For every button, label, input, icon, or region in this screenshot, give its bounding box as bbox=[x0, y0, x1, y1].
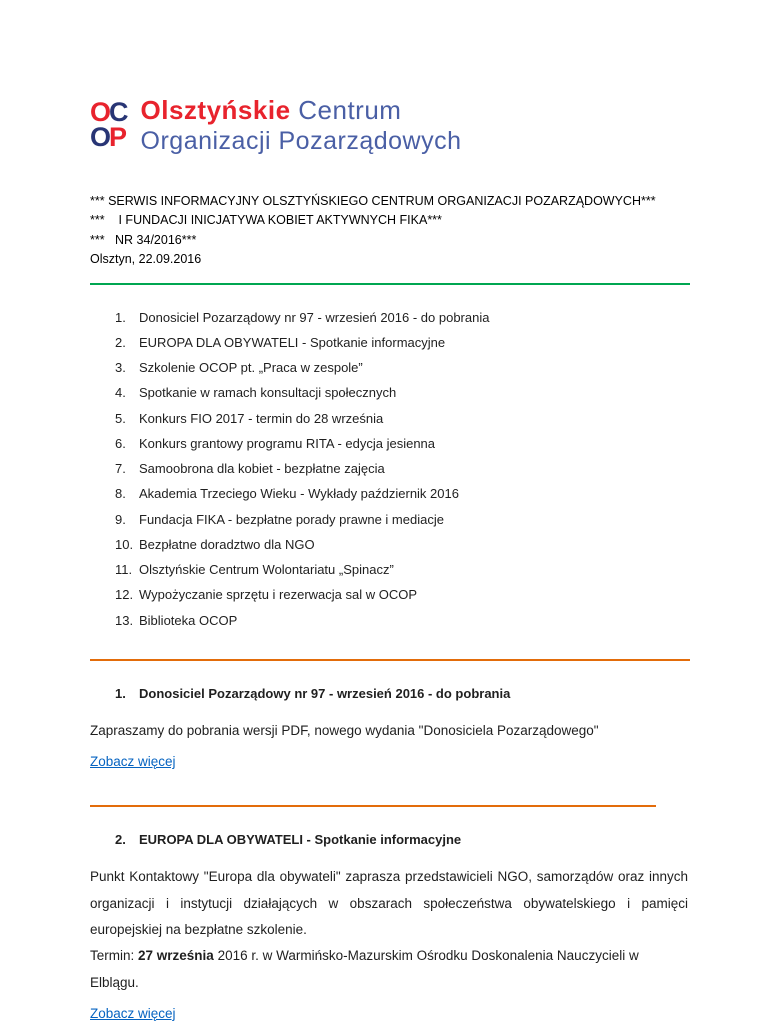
toc-item: 9. Fundacja FIKA - bezpłatne porady prawne i mediacje bbox=[115, 511, 444, 527]
logo-text bbox=[141, 93, 462, 156]
toc-item: 4. Spotkanie w ramach konsultacji społecznych bbox=[115, 385, 397, 401]
zobacz-wiecej-link-1[interactable]: Zobacz więcej bbox=[90, 754, 176, 770]
logo-letter: O bbox=[90, 96, 110, 127]
toc-item: 8. Akademia Trzeciego Wieku - Wykłady październik 2016 bbox=[115, 486, 459, 502]
section-2-heading: 2. EUROPA DLA OBYWATELI - Spotkanie informacyjne bbox=[115, 832, 462, 848]
toc-item: 7. Samoobrona dla kobiet - bezpłatne zajęcia bbox=[115, 461, 385, 476]
section-1-body: Zapraszamy do pobrania wersji PDF, nowego wydania "Donosiciela Pozarządowego" bbox=[90, 722, 599, 738]
logo-title-word2: Centrum bbox=[298, 95, 402, 125]
toc-item: 1. Donosiciel Pozarządowy nr 97 - wrzesień 2016 - do pobrania bbox=[115, 309, 490, 325]
header-line-1: *** SERWIS INFORMACYJNY OLSZTYŃSKIEGO CENTRUM ORGANIZACJI POZARZĄDOWYCH*** bbox=[90, 194, 656, 208]
newsletter-header bbox=[90, 192, 688, 270]
header-line-4: Olsztyn, 22.09.2016 bbox=[90, 252, 202, 267]
table-of-contents bbox=[90, 310, 688, 629]
logo bbox=[90, 93, 688, 156]
toc-item: 5. Konkurs FIO 2017 - termin do 28 września bbox=[115, 410, 384, 426]
logo-title-word1: Olsztyńskie bbox=[140, 95, 291, 125]
toc-item: 11. Olsztyńskie Centrum Wolontariatu „Spinacz” bbox=[115, 562, 394, 577]
separator-orange bbox=[90, 805, 656, 807]
logo-letter: P bbox=[109, 121, 126, 152]
section-2-termin-line: Termin: 27 września 2016 r. w Warmińsko-Mazurskim Ośrodku Doskonalenia Nauczycieli w Elblągu. bbox=[90, 948, 639, 990]
ocop-logo-icon bbox=[90, 96, 127, 152]
toc-item: 12. Wypożyczanie sprzętu i rezerwacja sal w OCOP bbox=[115, 587, 418, 603]
separator-orange bbox=[90, 659, 690, 661]
header-line-3: *** NR 34/2016*** bbox=[90, 232, 197, 247]
separator-green bbox=[90, 283, 690, 285]
toc-item: 10. Bezpłatne doradztwo dla NGO bbox=[115, 536, 315, 552]
logo-letter: C bbox=[109, 96, 127, 127]
toc-item: 2. EUROPA DLA OBYWATELI - Spotkanie informacyjne bbox=[115, 334, 446, 350]
toc-item: 3. Szkolenie OCOP pt. „Praca w zespole” bbox=[115, 360, 363, 375]
section-1-heading: 1. Donosiciel Pozarządowy nr 97 - wrzesień 2016 - do pobrania bbox=[115, 685, 511, 701]
section-1 bbox=[90, 686, 688, 776]
section-2 bbox=[90, 832, 688, 1027]
toc-item: 13. Biblioteka OCOP bbox=[115, 612, 238, 628]
logo-subtitle: Organizacji Pozarządowych bbox=[140, 127, 462, 155]
header-line-2: *** I FUNDACJI INICJATYWA KOBIET AKTYWNYCH FIKA*** bbox=[90, 213, 442, 228]
zobacz-wiecej-link-2[interactable]: Zobacz więcej bbox=[90, 1005, 176, 1021]
logo-letter: O bbox=[90, 121, 110, 152]
toc-item: 6. Konkurs grantowy programu RITA - edycja jesienna bbox=[115, 435, 436, 451]
section-2-body: Punkt Kontaktowy "Europa dla obywateli" zaprasza przedstawicieli NGO, samorządów oraz innych organizacji i instytucji działających w obszarach społeczeństwa obywatelskiego i pamięci europejskiej na bezpłatne szkolenie. bbox=[90, 869, 688, 937]
